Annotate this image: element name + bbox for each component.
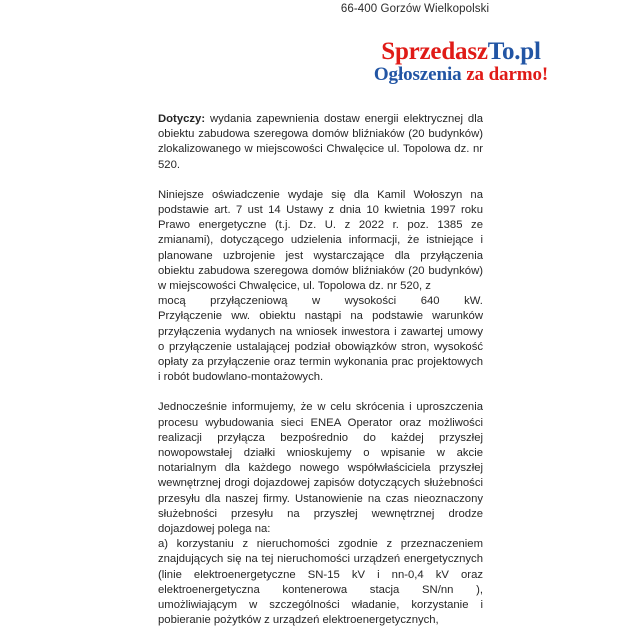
document-body: [158, 112, 483, 629]
logo-tagline-zadarmo: za darmo!: [466, 64, 549, 85]
subject-text: wydania zapewnienia dostaw energii elektrycznej dla obiektu zabudowa szeregowa domów bliźniaków (20 budynków) zlokalizowanego w miejscowości Chwalęcice ul. Topolowa dz. nr 520.: [158, 113, 483, 171]
subject-paragraph: [158, 112, 483, 173]
spaced-word-kw: kW.: [464, 295, 483, 308]
header-address: 66-400 Gorzów Wielkopolski: [340, 3, 490, 15]
paragraph-two-part-one: [158, 188, 483, 294]
spaced-word-przylaczeniowa: przyłączeniową: [210, 295, 288, 308]
paragraph-two-part-two: Przyłączenie ww. obiektu nastąpi na podstawie warunków przyłączenia wydanych na wniosek inwestora i zawartej umowy o przyłączenie ustalającej podział obowiązków stron, wysokość opłaty za przyłączenie oraz termin wykonania prac projektowych i robót budowlano-montażowych.: [158, 310, 483, 384]
paragraph-three: Jednocześnie informujemy, że w celu skrócenia i uproszczenia procesu wybudowania sieci ENEA Operator oraz możliwości realizacji przyłącza bezpośrednio do każdej przyszłej nowopowstałej działki wnioskujemy o wpisanie w akcie notarialnym dla każdego nowego współwłaściciela przyszłej wewnętrznej drogi dojazdowej zapisów dotyczących służebności przesyłu dla naszej firmy. Ustanowienie na czas nieoznaczony służebności przesyłu na przyszłej wewnętrznej drodze dojazdowej polega na:: [158, 401, 483, 536]
logo-text-sprzedasz: Sprzedasz: [381, 38, 488, 65]
paragraph-two-line-one: Niniejsze oświadczenie wydaje się dla Kamil Wołoszyn na podstawie art. 7 ust 14 Ustawy z dnia 10 kwietnia 1997 roku Prawo energetyczne (t.j. Dz. U. z 2022 r. poz. 1385 ze zmianami), dotyczącego udzielenia informacji, że istniejące i planowane uzbrojenie jest wystarczające dla przyłączenia obiektu zabudowa szeregowa domów bliźniaków (20 budynków) w miejscowości Chwalęcice, ul. Topolowa dz. nr 520, z: [158, 188, 483, 293]
spaced-word-moca: mocą: [158, 295, 186, 308]
spaced-word-640: 640: [420, 295, 440, 308]
logo-main-text: [282, 38, 640, 65]
logo-tagline: [282, 64, 640, 86]
subject-label: Dotyczy:: [158, 113, 206, 125]
spaced-word-w: w: [311, 295, 321, 308]
logo-tagline-ogloszenia: Ogłoszenia: [373, 64, 467, 85]
paragraph-two-spaced-line: [158, 294, 483, 309]
logo-text-topl: To.pl: [487, 38, 541, 65]
list-item-a: a) korzystaniu z nieruchomości zgodnie z przeznaczeniem znajdujących się na tej nieruchomości urządzeń energetycznych (linie elektroenergetyczne SN-15 kV i nn-0,4 kV oraz elektroenergetyczna kontenerowa stacja SN/nn ), umożliwiającym w szczególności władanie, korzystanie i pobieranie pożytków z urządzeń elektroenergetycznych,: [158, 538, 483, 627]
company-logo: [0, 38, 640, 86]
spaced-word-wysokosci: wysokości: [344, 295, 397, 308]
